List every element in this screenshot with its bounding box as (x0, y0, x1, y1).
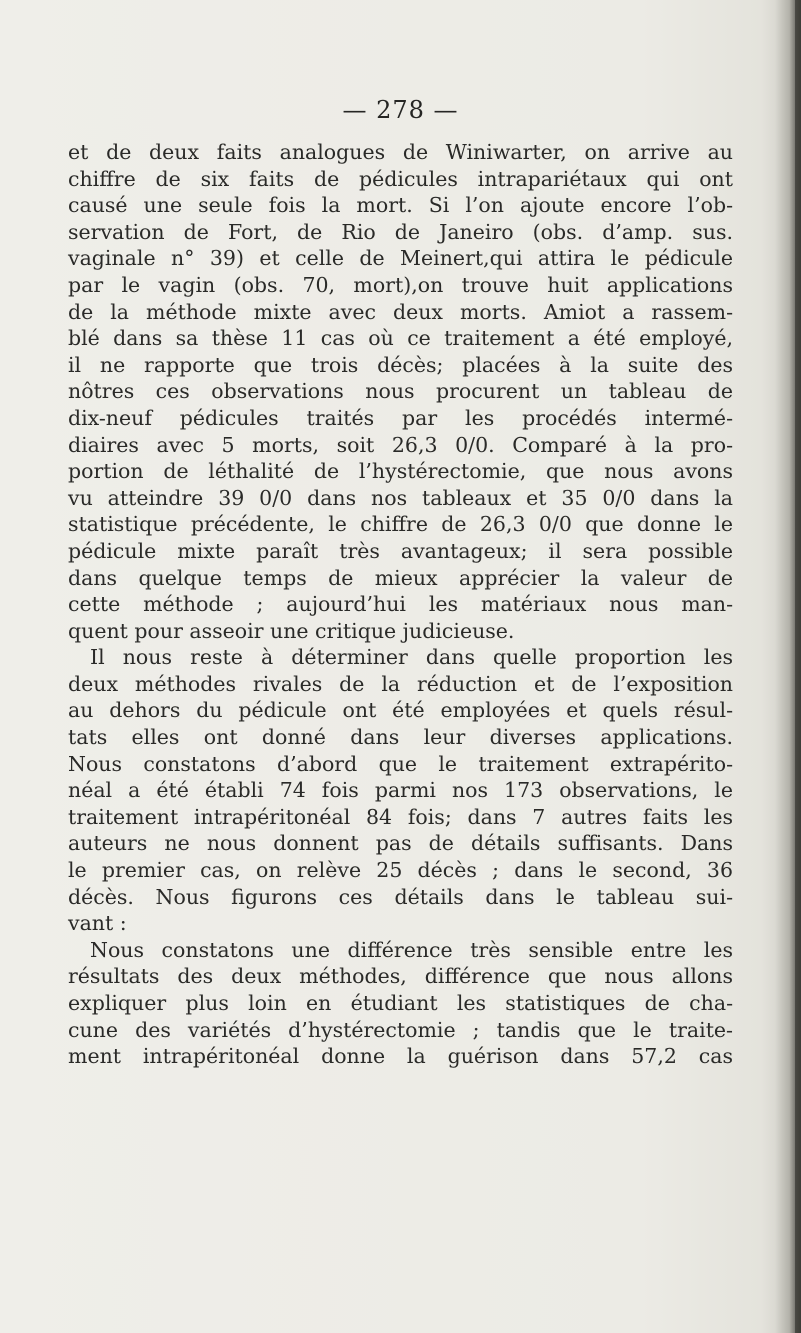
text-line: blé dans sa thèse 11 cas où ce traitement a été employé, (68, 326, 733, 351)
text-line: tats elles ont donné dans leur diverses applications. (68, 725, 733, 750)
text-line: cette méthode ; aujourd’hui les matériaux nous man- (68, 592, 733, 617)
text-line: diaires avec 5 morts, soit 26,3 0/0. Comparé à la pro- (68, 432, 733, 457)
text-line: causé une seule fois la mort. Si l’on ajoute encore l’ob- (68, 193, 733, 218)
text-line: de la méthode mixte avec deux morts. Amiot a rassem- (68, 299, 733, 324)
text-line: résultats des deux méthodes, différence que nous allons (68, 964, 733, 989)
text-line: pédicule mixte paraît très avantageux; il sera possible (68, 538, 733, 563)
text-line: ment intrapéritonéal donne la guérison dans 57,2 cas (68, 1044, 733, 1069)
text-line: dix-neuf pédicules traités par les procédés intermé- (68, 405, 733, 430)
text-line: par le vagin (obs. 70, mort),on trouve huit applications (68, 272, 733, 297)
text-line: expliquer plus loin en étudiant les statistiques de cha- (68, 991, 733, 1015)
text-line: deux méthodes rivales de la réduction et de l’exposition (68, 671, 733, 696)
page-number: — 278 — (342, 96, 459, 124)
text-line: le premier cas, on relève 25 décès ; dans le second, 36 (68, 858, 733, 883)
text-line: nôtres ces observations nous procurent un tableau de (68, 379, 733, 404)
page-edge (795, 0, 801, 1333)
text-line: statistique précédente, le chiffre de 26,3 0/0 que donne le (68, 512, 733, 537)
text-line: vant : (68, 911, 127, 936)
paragraph-first-line: Nous constatons une différence très sensible entre les (90, 937, 733, 962)
text-line: il ne rapporte que trois décès; placées à la suite des (68, 352, 733, 377)
text-line: dans quelque temps de mieux apprécier la valeur de (68, 565, 733, 590)
text-line: auteurs ne nous donnent pas de détails suffisants. Dans (68, 831, 733, 856)
text-line: traitement intrapéritonéal 84 fois; dans 7 autres faits les (68, 804, 733, 829)
text-line: servation de Fort, de Rio de Janeiro (obs. d’amp. sus. (68, 219, 733, 244)
text-line: vaginale n° 39) et celle de Meinert,qui attira le pédicule (68, 246, 733, 271)
text-line: cune des variétés d’hystérectomie ; tandis que le traite- (68, 1017, 733, 1042)
body-text (68, 139, 733, 1070)
text-line: Nous constatons d’abord que le traitement extrapérito- (68, 751, 733, 776)
text-line: au dehors du pédicule ont été employées et quels résul- (68, 698, 733, 723)
text-line: chiffre de six faits de pédicules intrapariétaux qui ont (68, 166, 733, 191)
text-line: vu atteindre 39 0/0 dans nos tableaux et 35 0/0 dans la (68, 485, 733, 510)
paragraph-first-line: Il nous reste à déterminer dans quelle proportion les (90, 645, 733, 670)
text-line: quent pour asseoir une critique judicieuse. (68, 618, 515, 643)
text-line: néal a été établi 74 fois parmi nos 173 observations, le (68, 778, 733, 803)
text-line: et de deux faits analogues de Winiwarter, on arrive au (68, 140, 733, 164)
text-line: portion de léthalité de l’hystérectomie, que nous avons (68, 459, 733, 484)
text-line: décès. Nous figurons ces détails dans le tableau sui- (68, 884, 733, 909)
